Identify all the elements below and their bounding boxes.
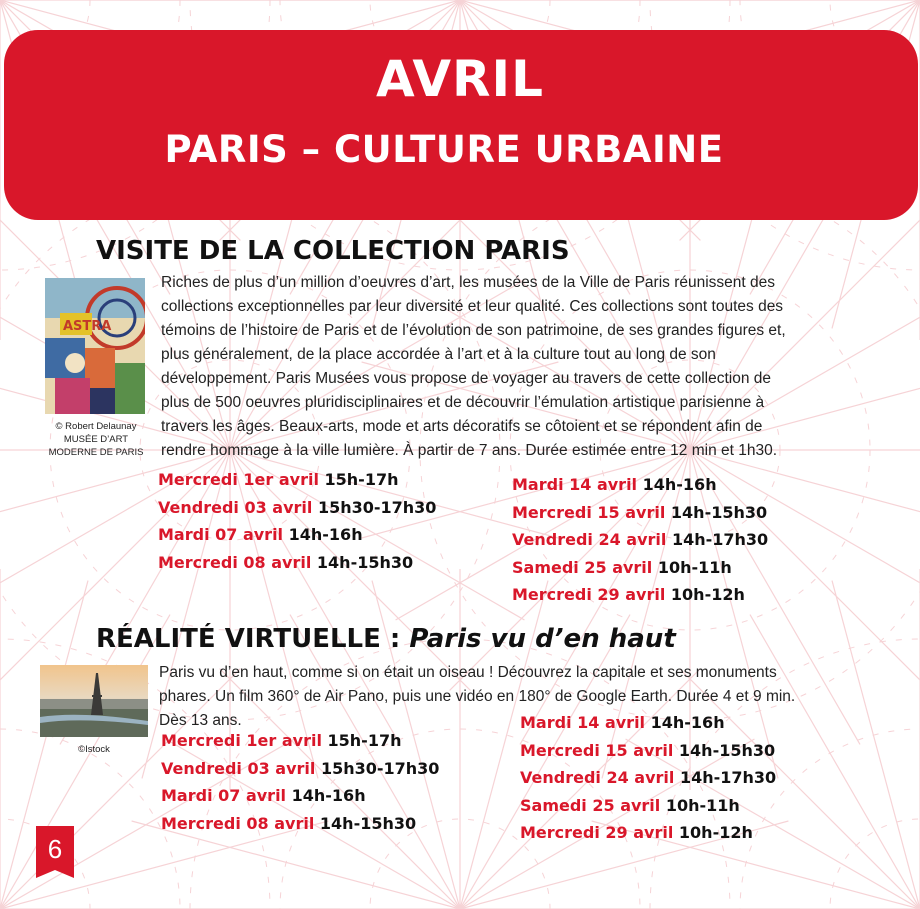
schedule-date: Vendredi 03 avril: [158, 498, 313, 517]
schedule-row: [520, 713, 725, 732]
schedule-time: 14h-16h: [291, 786, 366, 805]
painting-caption: [40, 420, 152, 459]
schedule-date: Mercredi 1er avril: [161, 731, 322, 750]
schedule-row: [161, 731, 401, 750]
schedule-time: 15h-17h: [327, 731, 402, 750]
text-line: Dès 13 ans.: [159, 712, 242, 729]
section-title-collection: VISITE DE LA COLLECTION PARIS: [96, 236, 570, 266]
text-line: phares. Un film 360° de Air Pano, puis une vidéo en 180° de Google Earth. Durée 4 et 9 min.: [159, 688, 796, 705]
schedule-time: 10h-12h: [678, 823, 753, 842]
schedule-row: [512, 475, 717, 494]
text-line: Riches de plus d’un million d’oeuvres d’art, les musées de la Ville de Paris réunissent des: [161, 274, 776, 291]
schedule-date: Vendredi 24 avril: [520, 768, 675, 787]
schedule-time: 15h-17h: [324, 470, 399, 489]
schedule-date: Vendredi 03 avril: [161, 759, 316, 778]
schedule-time: 14h-16h: [288, 525, 363, 544]
schedule-row: [520, 741, 775, 760]
schedule-row: [158, 498, 436, 517]
collection-description: [161, 271, 828, 463]
caption-line: © Robert Delaunay: [55, 421, 137, 432]
schedule-date: Vendredi 24 avril: [512, 530, 667, 549]
schedule-row: [161, 786, 366, 805]
schedule-date: Mardi 07 avril: [161, 786, 287, 805]
schedule-time: 14h-15h30: [319, 814, 417, 833]
schedule-row: [512, 558, 732, 577]
text-line: développement. Paris Musées vous propose de voyager au travers de cette collection de: [161, 370, 772, 387]
schedule-row: [161, 814, 416, 833]
schedule-date: Mercredi 29 avril: [512, 585, 666, 604]
page-number: 6: [47, 834, 63, 864]
schedule-time: 10h-11h: [665, 796, 740, 815]
schedule-time: 14h-17h30: [679, 768, 777, 787]
schedule-time: 15h30-17h30: [317, 498, 437, 517]
schedule-time: 15h30-17h30: [320, 759, 440, 778]
section-title-main: RÉALITÉ VIRTUELLE :: [96, 624, 410, 654]
caption-line: MODERNE DE PARIS: [48, 447, 144, 458]
schedule-row: [512, 530, 768, 549]
schedule-row: [158, 470, 398, 489]
schedule-time: 14h-15h30: [316, 553, 414, 572]
schedule-date: Mardi 14 avril: [520, 713, 646, 732]
text-line: Paris vu d’en haut, comme si on était un oiseau ! Découvrez la capitale et ses monuments: [159, 664, 777, 681]
schedule-date: Samedi 25 avril: [512, 558, 653, 577]
schedule-row: [161, 759, 439, 778]
schedule-time: 14h-17h30: [671, 530, 769, 549]
vr-description: [159, 661, 829, 733]
schedule-date: Mardi 07 avril: [158, 525, 284, 544]
painting-thumbnail-icon: [45, 278, 145, 414]
schedule-row: [512, 503, 767, 522]
text-line: collections exceptionnelles par leur diversité et leur qualité. Ces collections sont toutes des: [161, 298, 784, 315]
schedule-time: 14h-15h30: [678, 741, 776, 760]
schedule-time: 14h-15h30: [670, 503, 768, 522]
aerial-caption: ©Istock: [78, 744, 110, 755]
schedule-date: Samedi 25 avril: [520, 796, 661, 815]
caption-line: MUSÉE D’ART: [63, 434, 129, 445]
schedule-date: Mercredi 15 avril: [520, 741, 674, 760]
schedule-time: 14h-16h: [642, 475, 717, 494]
schedule-time: 10h-12h: [670, 585, 745, 604]
schedule-row: [158, 525, 363, 544]
banner-title: AVRIL: [376, 50, 544, 108]
schedule-date: Mercredi 08 avril: [158, 553, 312, 572]
banner-subtitle: PARIS – CULTURE URBAINE: [164, 128, 724, 171]
schedule-date: Mercredi 29 avril: [520, 823, 674, 842]
svg-text:ASTRA: ASTRA: [63, 319, 112, 334]
text-line: témoins de l’histoire de Paris et de l’évolution de son patrimoine, de ses grandes figures et,: [161, 322, 786, 339]
schedule-row: [520, 768, 776, 787]
schedule-time: 14h-16h: [650, 713, 725, 732]
schedule-date: Mercredi 15 avril: [512, 503, 666, 522]
paris-aerial-thumbnail-icon: [40, 665, 148, 737]
text-line: travers les âges. Beaux-arts, mode et arts décoratifs se côtoient et se répondent afin de: [161, 418, 763, 435]
section-title-italic: Paris vu d’en haut: [409, 624, 676, 654]
schedule-time: 10h-11h: [657, 558, 732, 577]
schedule-date: Mercredi 1er avril: [158, 470, 319, 489]
schedule-row: [520, 823, 753, 842]
schedule-date: Mardi 14 avril: [512, 475, 638, 494]
text-line: plus généralement, de la place accordée à l’art et à la culture tout au long de son: [161, 346, 716, 363]
text-line: rendre hommage à la ville lumière. À partir de 7 ans. Durée estimée entre 12 min et 1h30.: [161, 442, 778, 459]
schedule-row: [520, 796, 740, 815]
text-line: plus de 500 oeuvres pluridisciplinaires et de découvrir l’émulation artistique parisienne à: [161, 394, 765, 411]
schedule-row: [158, 553, 413, 572]
schedule-date: Mercredi 08 avril: [161, 814, 315, 833]
section-title-vr: [96, 624, 676, 654]
schedule-row: [512, 585, 745, 604]
